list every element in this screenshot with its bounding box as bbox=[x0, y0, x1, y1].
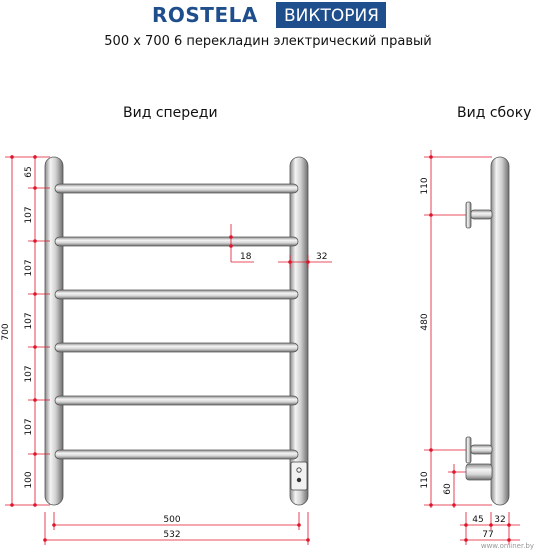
product-subtitle: 500 x 700 6 перекладин электрический правый bbox=[104, 34, 432, 49]
dim-post-diameter: 32 bbox=[316, 252, 328, 262]
power-switch bbox=[291, 462, 307, 490]
side-view-title: Вид сбоку bbox=[457, 105, 532, 121]
upper-wall-bracket bbox=[466, 202, 492, 228]
rung-6 bbox=[55, 450, 298, 459]
dim-side-middle: 480 bbox=[420, 313, 430, 331]
brand-name: ROSTELA bbox=[152, 3, 258, 27]
dim-rung-diameter: 18 bbox=[240, 252, 252, 262]
dim-side-bottom: 110 bbox=[420, 471, 430, 489]
dim-rung-bottom: 100 bbox=[24, 471, 34, 489]
rung-4 bbox=[55, 343, 298, 352]
dim-width-axis: 500 bbox=[163, 515, 181, 525]
side-post bbox=[491, 157, 509, 505]
dim-spacing-3: 107 bbox=[24, 312, 34, 330]
dim-side-post: 32 bbox=[494, 515, 506, 525]
rung-1 bbox=[55, 184, 298, 193]
lower-wall-bracket bbox=[466, 437, 492, 463]
model-name: ВИКТОРИЯ bbox=[284, 6, 379, 26]
side-connector bbox=[466, 464, 492, 480]
dim-spacing-1: 107 bbox=[24, 206, 34, 224]
front-view-title: Вид спереди bbox=[123, 105, 218, 121]
rung-3 bbox=[55, 290, 298, 299]
dim-rung-top: 65 bbox=[24, 166, 34, 178]
rung-2 bbox=[55, 237, 298, 246]
dim-spacing-2: 107 bbox=[24, 259, 34, 277]
dim-side-connector: 60 bbox=[443, 483, 453, 495]
dim-spacing-5: 107 bbox=[24, 418, 34, 436]
rung-5 bbox=[55, 396, 298, 405]
watermark: www.onliner.by bbox=[480, 542, 534, 550]
dim-spacing-4: 107 bbox=[24, 365, 34, 383]
dim-side-top: 110 bbox=[420, 177, 430, 195]
dim-width-overall: 532 bbox=[163, 530, 181, 540]
dim-overall-height: 700 bbox=[1, 323, 11, 341]
dim-side-offset: 45 bbox=[472, 515, 484, 525]
dim-side-depth: 77 bbox=[482, 530, 494, 540]
